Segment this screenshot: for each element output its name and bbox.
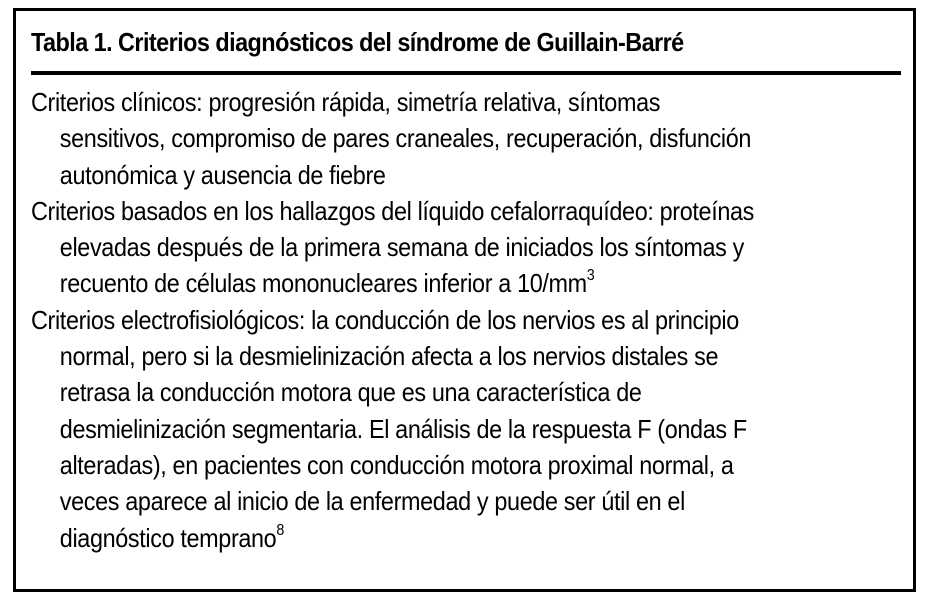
criteria-line: Criterios clínicos: progresión rápida, simetría relativa, síntomas [31, 87, 661, 117]
criteria-line-last [31, 520, 895, 556]
reference-superscript: 3 [586, 267, 595, 285]
criteria-line: normal, pero si la desmielinización afecta a los nervios distales se [59, 341, 719, 372]
criteria-item-electrophysiological [31, 302, 895, 556]
criteria-line-last [31, 265, 895, 301]
criteria-item-clinical [31, 84, 895, 193]
table-box [13, 8, 916, 592]
criteria-line: Criterios basados en los hallazgos del líquido cefalorraquídeo: proteínas [31, 195, 754, 226]
table-title: Tabla 1. Criterios diagnósticos del síndrome de Guillain-Barré [31, 27, 684, 57]
title-divider [31, 71, 901, 75]
reference-superscript: 8 [276, 521, 284, 539]
criteria-list [31, 84, 911, 556]
criteria-line-text: diagnóstico temprano [59, 522, 277, 553]
criteria-line: desmielinización segmentaria. El análisis de la respuesta F (ondas F [59, 413, 747, 444]
criteria-line-text: recuento de células mononucleares inferior a 10/mm [59, 268, 587, 299]
criteria-line: retrasa la conducción motora que es una característica de [59, 377, 642, 408]
criteria-line: alteradas), en pacientes con conducción motora proximal normal, a [59, 449, 734, 480]
criteria-line: elevadas después de la primera semana de iniciados los síntomas y [59, 232, 744, 263]
criteria-line: sensitivos, compromiso de pares craneales, recuperación, disfunción [59, 123, 752, 154]
criteria-line: Criterios electrofisiológicos: la conducción de los nervios es al principio [31, 304, 739, 335]
criteria-item-csf [31, 193, 895, 302]
criteria-line: veces aparece al inicio de la enfermedad y puede ser útil en el [59, 486, 685, 517]
criteria-line: autonómica y ausencia de fiebre [59, 159, 386, 190]
